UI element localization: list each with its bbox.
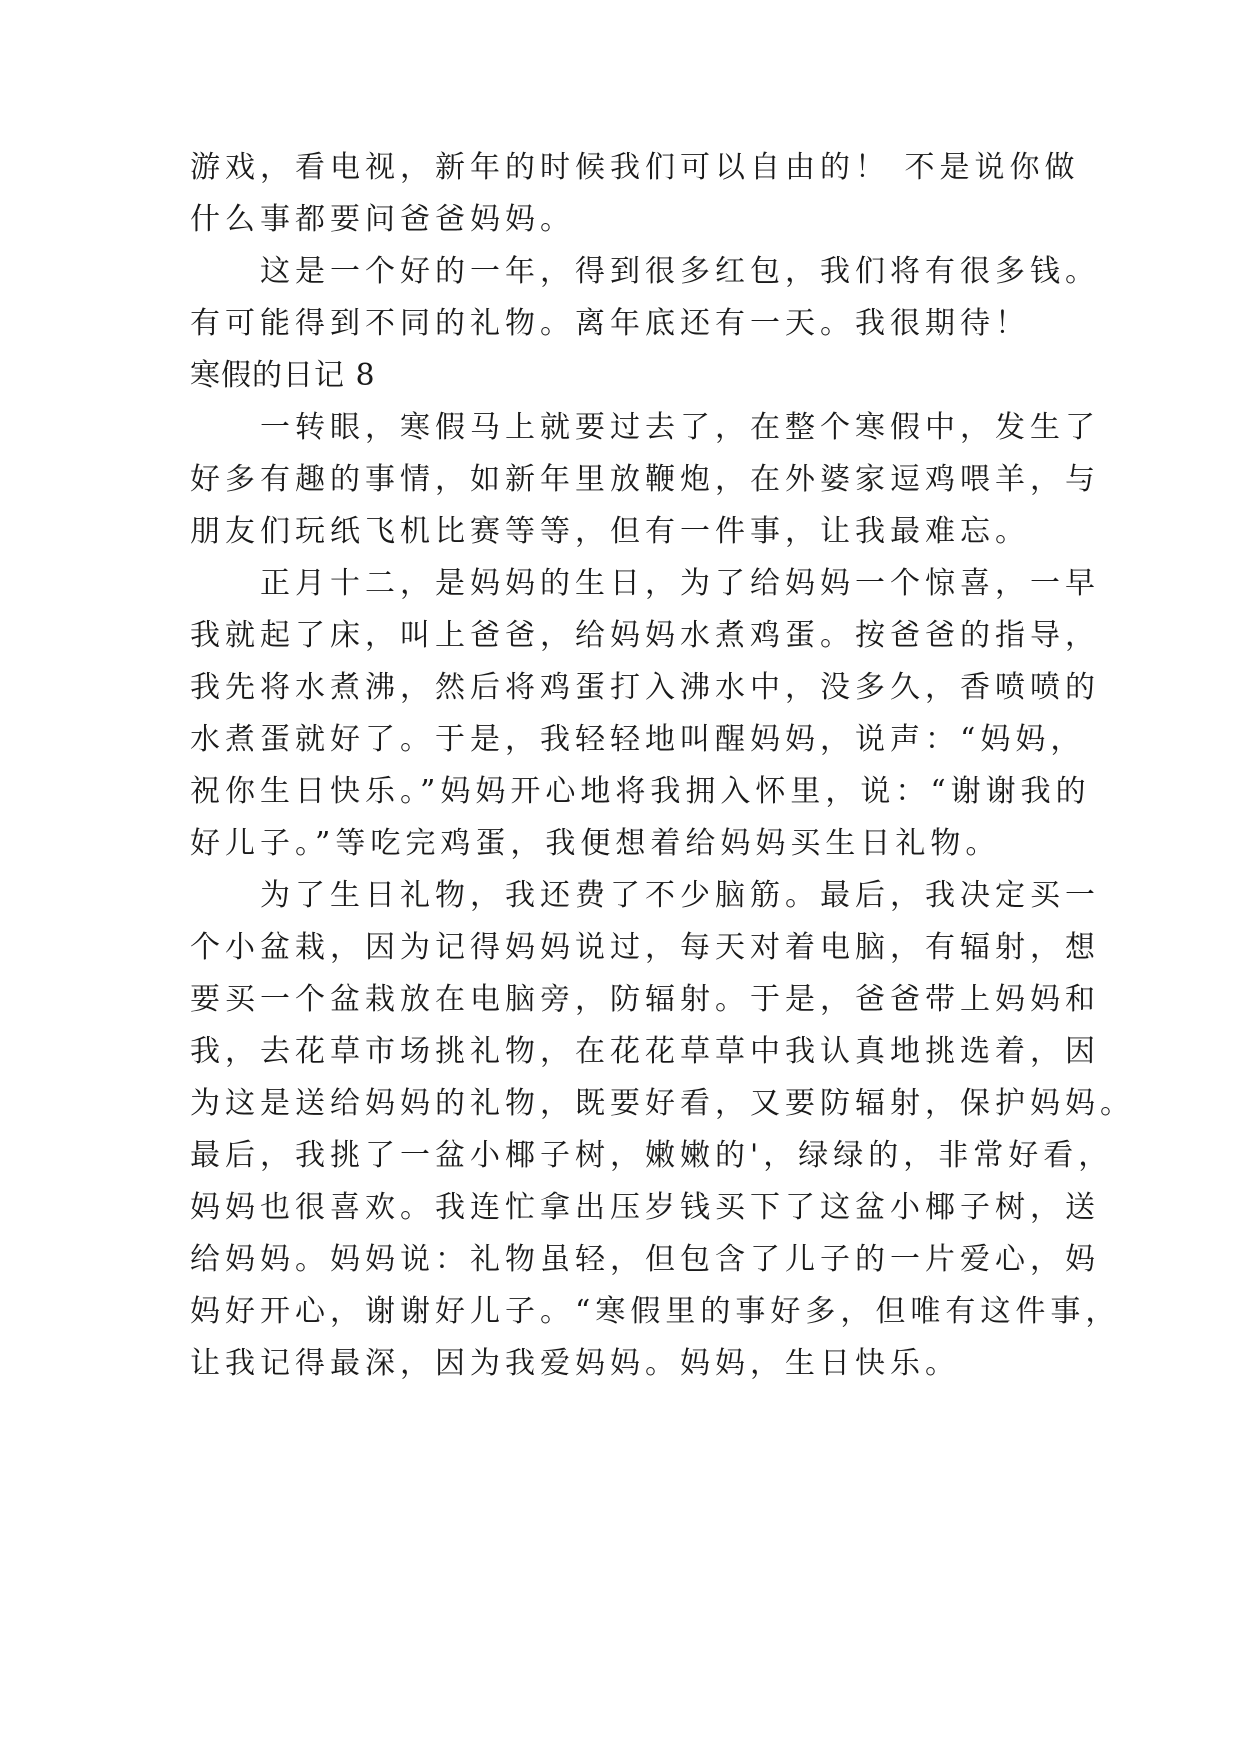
text-line: 妈好开心，谢谢好儿子。“寒假里的事好多，但唯有这件事， xyxy=(190,1294,1121,1329)
text-line: 让我记得最深，因为我爱妈妈。妈妈，生日快乐。 xyxy=(190,1346,960,1381)
text-line: 个小盆栽，因为记得妈妈说过，每天对着电脑，有辐射，想 xyxy=(190,930,1100,965)
text-line: 妈妈也很喜欢。我连忙拿出压岁钱买下了这盆小椰子树，送 xyxy=(190,1190,1100,1225)
section-heading: 寒假的日记 8 xyxy=(190,358,376,393)
text-line: 最后，我挑了一盆小椰子树，嫩嫩的'，绿绿的，非常好看， xyxy=(190,1138,1114,1173)
text-line: 给妈妈。妈妈说：礼物虽轻，但包含了儿子的一片爱心，妈 xyxy=(190,1242,1100,1277)
text-line: 这是一个好的一年，得到很多红包，我们将有很多钱。 xyxy=(260,254,1100,289)
text-line: 有可能得到不同的礼物。离年底还有一天。我很期待！ xyxy=(190,306,1030,341)
text-line: 游戏，看电视，新年的时候我们可以自由的！ 不是说你做 xyxy=(190,150,1080,185)
text-line: 我，去花草市场挑礼物，在花花草草中我认真地挑选着，因 xyxy=(190,1034,1100,1069)
text-line: 祝你生日快乐。”妈妈开心地将我拥入怀里，说：“谢谢我的 xyxy=(190,774,1091,809)
text-line: 我就起了床，叫上爸爸，给妈妈水煮鸡蛋。按爸爸的指导， xyxy=(190,618,1100,653)
text-line: 要买一个盆栽放在电脑旁，防辐射。于是，爸爸带上妈妈和 xyxy=(190,982,1100,1017)
text-line: 一转眼，寒假马上就要过去了，在整个寒假中，发生了 xyxy=(260,410,1100,445)
text-line: 好儿子。”等吃完鸡蛋，我便想着给妈妈买生日礼物。 xyxy=(190,826,1001,861)
text-line: 朋友们玩纸飞机比赛等等，但有一件事，让我最难忘。 xyxy=(190,514,1030,549)
text-line: 正月十二，是妈妈的生日，为了给妈妈一个惊喜，一早 xyxy=(260,566,1100,601)
text-line: 为了生日礼物，我还费了不少脑筋。最后，我决定买一 xyxy=(260,878,1100,913)
text-line: 我先将水煮沸，然后将鸡蛋打入沸水中，没多久，香喷喷的 xyxy=(190,670,1100,705)
text-line: 什么事都要问爸爸妈妈。 xyxy=(190,202,575,237)
text-line: 好多有趣的事情，如新年里放鞭炮，在外婆家逗鸡喂羊，与 xyxy=(190,462,1100,497)
text-line: 为这是送给妈妈的礼物，既要好看，又要防辐射，保护妈妈。 xyxy=(190,1086,1135,1121)
text-line: 水煮蛋就好了。于是，我轻轻地叫醒妈妈，说声：“妈妈， xyxy=(190,722,1086,757)
